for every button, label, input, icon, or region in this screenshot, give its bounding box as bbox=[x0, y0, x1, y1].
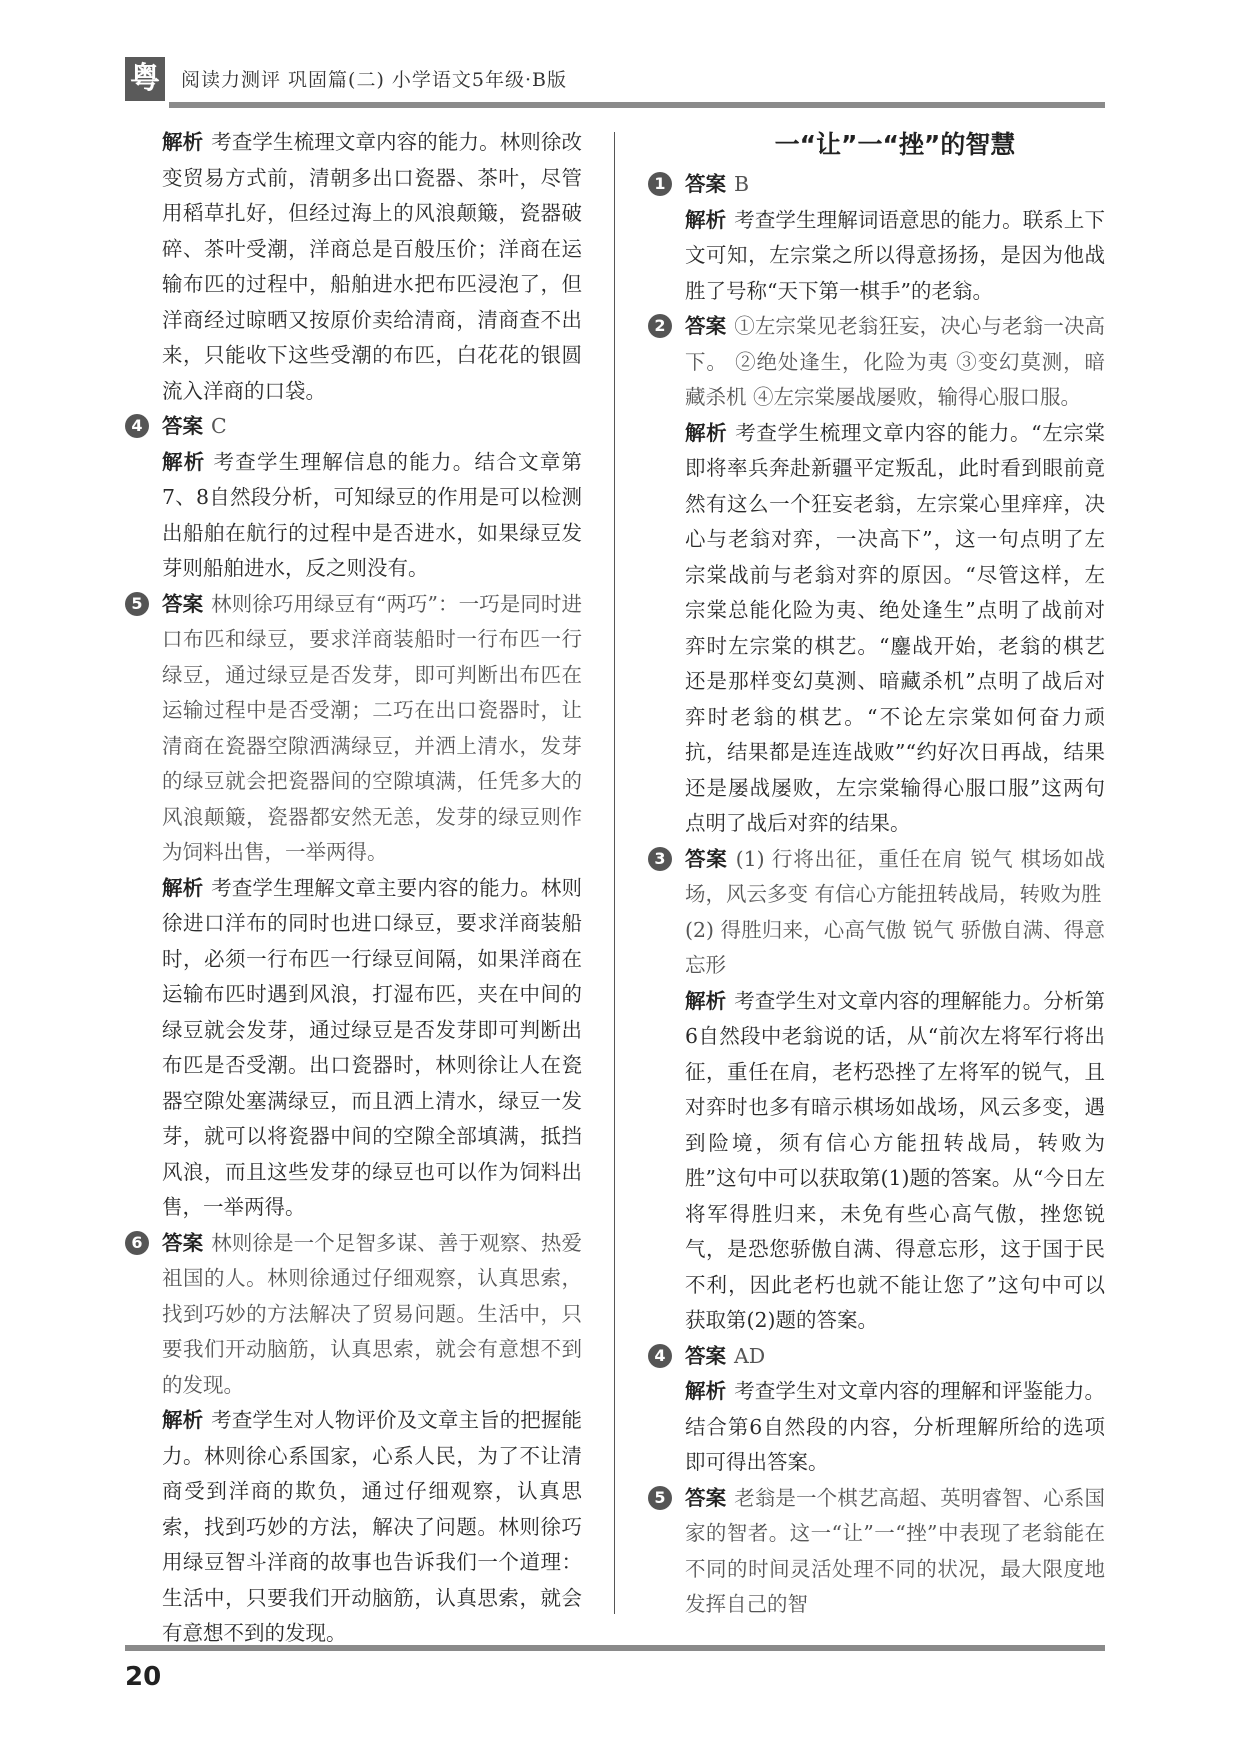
question-4 bbox=[131, 409, 582, 587]
answer-text: 林则徐是一个足智多谋、善于观察、热爱祖国的人。林则徐通过仔细观察，认真思索，找到巧妙的方法解决了贸易问题。生活中，只要我们开动脑筋，认真思索，就会有意想不到的发现。 bbox=[162, 1230, 583, 1397]
explanation-text: 考查学生对文章内容的理解和评鉴能力。结合第6自然段的内容，分析理解所给的选项即可得出答案。 bbox=[685, 1379, 1106, 1474]
answer-text: (1) 行将出征，重任在肩 锐气 棋场如战场，风云多变 有信心方能扭转战局，转败为胜 bbox=[685, 846, 1106, 906]
explanation-text: 考查学生理解词语意思的能力。联系上下文可知，左宗棠之所以得意扬扬，是因为他战胜了号称“天下第一棋手”的老翁。 bbox=[685, 207, 1106, 303]
footer-rule bbox=[125, 1645, 1105, 1651]
header-title: 阅读力测评 巩固篇(二) 小学语文5年级·B版 bbox=[181, 69, 567, 91]
answer-label: 答案 bbox=[685, 314, 727, 338]
question-2 bbox=[654, 309, 1106, 842]
explanation-text: 考查学生梳理文章内容的能力。“左宗棠即将率兵奔赴新疆平定叛乱，此时看到眼前竟然有这么一个狂妄老翁，左宗棠心里痒痒，决心与老翁对弈，一决高下”，这一句点明了左宗棠战前与老翁对弈的原因。“尽管这样，左宗棠总能化险为夷、绝处逢生”点明了战前对弈时左宗棠的棋艺。“鏖战开始，老翁的棋艺还是那样变幻莫测、暗藏杀机”点明了战后对弈时老翁的棋艺。“不论左宗棠如何奋力顽抗，结果都是连连战败”“约好次日再战，结果还是屡战屡败，左宗棠输得心服口服”这两句点明了战后对弈的结果。 bbox=[685, 420, 1105, 835]
header-rule bbox=[169, 102, 1105, 108]
explanation-label: 解析 bbox=[685, 988, 727, 1013]
explanation-label: 解析 bbox=[685, 1379, 727, 1403]
explanation-text: 考查学生理解信息的能力。结合文章第7、8自然段分析，可知绿豆的作用是可以检测出船舶在航行的过程中是否进水，如果绿豆发芽则船舶进水，反之则没有。 bbox=[162, 449, 582, 580]
question-5-right bbox=[654, 1481, 1106, 1623]
answer-text: ①左宗棠见老翁狂妄，决心与老翁一决高下。 ②绝处逢生，化险为夷 ③变幻莫测，暗藏杀机 ④左宗棠屡战屡败，输得心服口服。 bbox=[685, 314, 1106, 409]
intro-explanation bbox=[162, 125, 582, 409]
question-number-badge: 3 bbox=[648, 847, 672, 871]
question-3 bbox=[654, 842, 1106, 1339]
page-number: 20 bbox=[125, 1662, 162, 1692]
question-number-badge: 4 bbox=[648, 1344, 672, 1368]
answer-label: 答案 bbox=[685, 846, 728, 871]
answer-label: 答案 bbox=[162, 591, 204, 616]
question-number-badge: 4 bbox=[125, 414, 149, 438]
article-title: 一“让”一“挫”的智慧 bbox=[774, 130, 1016, 159]
answer-text-part-2: (2) 得胜归来，心高气傲 锐气 骄傲自满、得意忘形 bbox=[685, 917, 1105, 977]
answer-text: B bbox=[734, 172, 750, 196]
question-6 bbox=[131, 1226, 583, 1652]
explanation-text: 考查学生对人物评价及文章主旨的把握能力。林则徐心系国家，心系人民，为了不让清商受到洋商的欺负，通过仔细观察，认真思索，找到巧妙的方法，解决了问题。林则徐巧用绿豆智斗洋商的故事也告诉我们一个道理：生活中，只要我们开动脑筋，认真思索，就会有意想不到的发现。 bbox=[162, 1408, 583, 1645]
question-4-right bbox=[654, 1339, 1106, 1481]
question-number-badge: 5 bbox=[125, 592, 149, 616]
question-number-badge: 1 bbox=[648, 172, 672, 196]
question-1 bbox=[654, 167, 1106, 309]
explanation-label: 解析 bbox=[162, 449, 206, 474]
answer-label: 答案 bbox=[685, 172, 726, 196]
explanation-label: 解析 bbox=[162, 1408, 204, 1432]
answer-label: 答案 bbox=[685, 1485, 727, 1510]
answer-text: C bbox=[211, 414, 227, 438]
answer-label: 答案 bbox=[685, 1343, 726, 1368]
explanation-text: 考查学生对文章内容的理解能力。分析第6自然段中老翁说的话，从“前次左将军行将出征，重任在肩，老朽恐挫了左将军的锐气，且对弈时也多有暗示棋场如战场，风云多变，遇到险境，须有信心方能扭转战局，转败为胜”这句中可以获取第(1)题的答案。从“今日左将军得胜归来，未免有些心高气傲，挫您锐气，是恐您骄傲自满、得意忘形，这于国于民不利，因此老朽也就不能让您了”这句中可以获取第(2)题的答案。 bbox=[685, 988, 1106, 1332]
left-column bbox=[131, 125, 583, 1652]
region-logo: 粤 bbox=[125, 57, 165, 101]
explanation-label: 解析 bbox=[162, 875, 204, 900]
answer-text: 老翁是一个棋艺高超、英明睿智、心系国家的智者。这一“让”一“挫”中表现了老翁能在不同的时间灵活处理不同的状况，最大限度地发挥自己的智 bbox=[685, 1485, 1106, 1616]
question-5 bbox=[131, 587, 583, 1226]
explanation-label: 解析 bbox=[685, 207, 727, 232]
column-divider bbox=[614, 132, 615, 1614]
answer-text: AD bbox=[734, 1343, 766, 1368]
explanation-text: 考查学生梳理文章内容的能力。林则徐改变贸易方式前，清朝多出口瓷器、茶叶，尽管用稻草扎好，但经过海上的风浪颠簸，瓷器破碎、茶叶受潮，洋商总是百般压价；洋商在运输布匹的过程中，船舶进水把布匹浸泡了，但洋商经过晾晒又按原价卖给清商，清商查不出来，只能收下这些受潮的布匹，白花花的银圆流入洋商的口袋。 bbox=[162, 130, 583, 403]
page-header bbox=[125, 57, 1105, 109]
question-number-badge: 5 bbox=[648, 1486, 672, 1510]
question-number-badge: 2 bbox=[648, 314, 672, 338]
question-number-badge: 6 bbox=[125, 1231, 149, 1255]
answer-label: 答案 bbox=[162, 414, 203, 438]
answer-label: 答案 bbox=[162, 1230, 204, 1255]
explanation-text: 考查学生理解文章主要内容的能力。林则徐进口洋布的同时也进口绿豆，要求洋商装船时，必须一行布匹一行绿豆间隔，如果洋商在运输布匹时遇到风浪，打湿布匹，夹在中间的绿豆就会发芽，通过绿豆是否发芽即可判断出布匹是否受潮。出口瓷器时，林则徐让人在瓷器空隙处塞满绿豆，而且洒上清水，绿豆一发芽，就可以将瓷器中间的空隙全部填满，抵挡风浪，而且这些发芽的绿豆也可以作为饲料出售，一举两得。 bbox=[162, 875, 583, 1219]
right-column bbox=[654, 125, 1106, 1623]
explanation-label: 解析 bbox=[162, 130, 204, 154]
explanation-label: 解析 bbox=[685, 420, 728, 445]
answer-text: 林则徐巧用绿豆有“两巧”：一巧是同时进口布匹和绿豆，要求洋商装船时一行布匹一行绿豆，通过绿豆是否发芽，即可判断出布匹在运输过程中是否受潮；二巧在出口瓷器时，让清商在瓷器空隙洒满绿豆，并洒上清水，发芽的绿豆就会把瓷器间的空隙填满，任凭多大的风浪颠簸，瓷器都安然无恙，发芽的绿豆则作为饲料出售，一举两得。 bbox=[162, 591, 582, 864]
